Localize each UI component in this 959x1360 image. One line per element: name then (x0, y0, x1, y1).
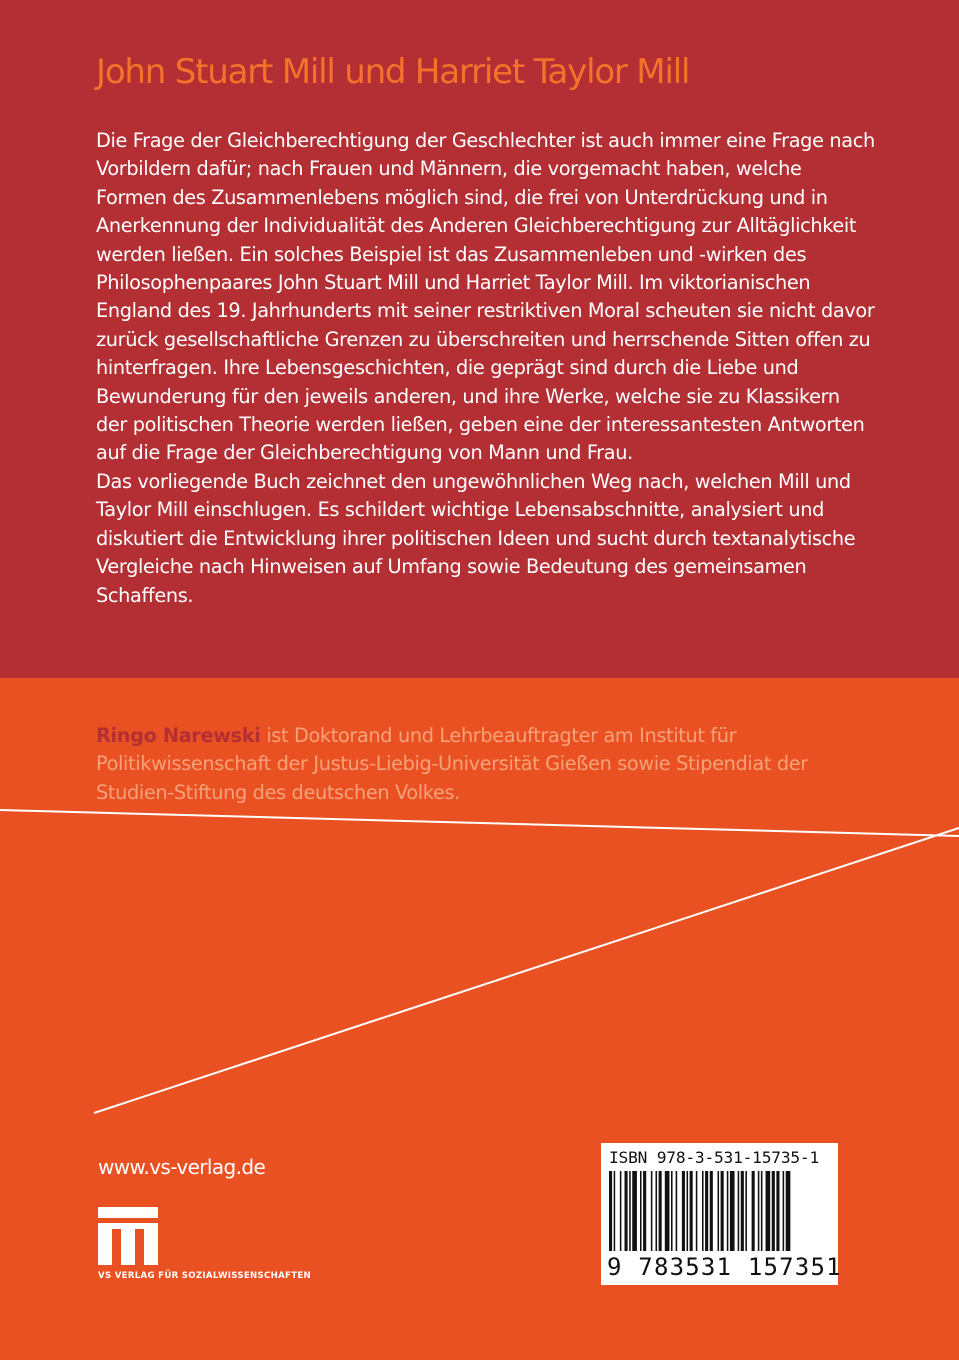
barcode-bar (718, 1171, 720, 1251)
book-description (96, 127, 876, 610)
author-name: Ringo Narewski (96, 724, 261, 747)
barcode-bar (702, 1171, 704, 1251)
barcode-bar (727, 1171, 729, 1251)
barcode-bar (783, 1171, 785, 1251)
barcode-bar (745, 1171, 747, 1251)
barcode-bar (656, 1171, 658, 1251)
barcode-bar (625, 1171, 628, 1251)
barcode-bar (741, 1171, 744, 1251)
ean-digits: 9 783531 157351 (607, 1253, 842, 1281)
barcode-bar (629, 1171, 631, 1251)
barcode-bar (665, 1171, 670, 1251)
barcode-bar (690, 1171, 693, 1251)
barcode-bar (696, 1171, 698, 1251)
author-bio (96, 722, 886, 807)
barcode-bar (730, 1171, 735, 1251)
barcode-bar (643, 1171, 646, 1251)
barcode-bar (772, 1171, 775, 1251)
barcode-bar (651, 1171, 653, 1251)
decorative-line-diagonal (94, 828, 959, 1113)
description-paragraph-1: Die Frage der Gleichberechtigung der Geschlechter ist auch immer eine Frage nach Vorbildern dafür; nach Frauen und Männern, die vorgemacht haben, welche Formen des Zusammenlebens möglich sind, die frei von Unterdrückung und in Anerkennung der Individualität des Anderen Gleichberechtigung zur Alltäglichkeit werden ließen. Ein solches Beispiel ist das Zusammenleben und -wirken des Philosophenpaares John Stuart Mill und Harriet Taylor Mill. Im viktorianischen England des 19. Jahrhunderts mit seiner restriktiven Moral scheuten sie nicht davor zurück gesellschaftliche Grenzen zu überschreiten und herrschende Sitten offen zu hinterfragen. Ihre Lebensgeschichten, die geprägt sind durch die Liebe und Bewunderung für den jeweils anderen, und ihre Werke, welche sie zu Klassikern der politischen Theorie werden ließen, geben eine der interessantesten Antworten auf die Frage der Gleichberechtigung von Mann und Frau. (96, 129, 875, 465)
decorative-line-horizontal (0, 810, 959, 836)
barcode-bar (671, 1171, 673, 1251)
barcode-bar (676, 1171, 678, 1251)
barcode-bar (614, 1171, 616, 1251)
barcode-bar (632, 1171, 637, 1251)
barcode-bar (609, 1171, 612, 1251)
barcode-bar (761, 1171, 763, 1251)
barcode-bar (721, 1171, 724, 1251)
barcode-bar (640, 1171, 642, 1251)
barcode-bar (776, 1171, 779, 1251)
barcode-bars (607, 1171, 833, 1251)
description-panel (0, 0, 959, 678)
barcode-bar (738, 1171, 740, 1251)
publisher-logo-icon (98, 1207, 158, 1265)
description-paragraph-2: Das vorliegende Buch zeichnet den ungewöhnlichen Weg nach, welchen Mill und Taylor Mill einschlugen. Es schildert wichtige Lebensabschnitte, analysiert und diskutiert die Entwicklung ihrer politischen Ideen und sucht durch textanalytische Vergleiche nach Hinweisen auf Umfang sowie Bedeutung des gemeinsamen Schaffens. (96, 469, 856, 607)
barcode-bar (786, 1171, 791, 1251)
barcode-bar (682, 1171, 685, 1251)
barcode-bar (758, 1171, 760, 1251)
book-title: John Stuart Mill und Harriet Taylor Mill (96, 52, 690, 92)
author-bio-text: ist Doktorand und Lehrbeauftragter am Institut für Politikwissenschaft der Justus-Liebig-Universität Gießen sowie Stipendiat der Studien-Stiftung des deutschen Volkes. (96, 724, 808, 804)
publisher-logo-text: VS VERLAG FÜR SOZIALWISSENSCHAFTEN (98, 1271, 312, 1281)
barcode-bar (710, 1171, 713, 1251)
barcode-bar (752, 1171, 755, 1251)
barcode-bar (766, 1171, 771, 1251)
barcode-bar (620, 1171, 622, 1251)
barcode-bar (705, 1171, 708, 1251)
barcode-bar (659, 1171, 662, 1251)
publisher-url[interactable]: www.vs-verlag.de (98, 1155, 266, 1179)
isbn-barcode (601, 1143, 842, 1285)
isbn-label: ISBN 978-3-531-15735-1 (609, 1148, 820, 1167)
barcode-bar (687, 1171, 689, 1251)
